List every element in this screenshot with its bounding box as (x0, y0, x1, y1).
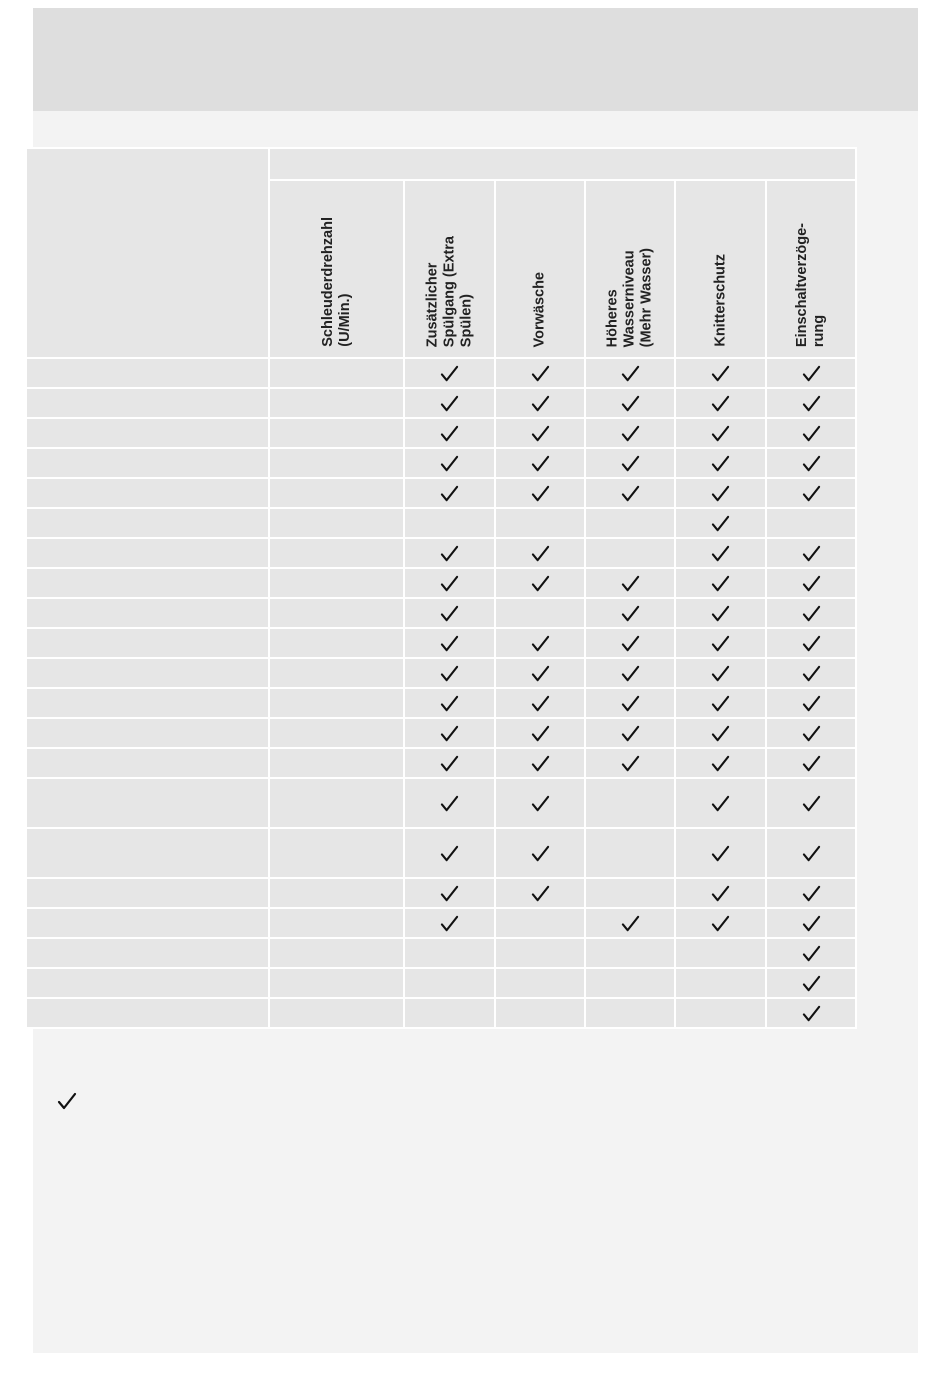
option-cell-water (585, 908, 675, 938)
option-cell-crease (675, 998, 766, 1028)
table-body (26, 358, 856, 1028)
option-cell-prewash (495, 718, 585, 748)
option-cell-delay (766, 878, 856, 908)
option-cell-rinse (404, 418, 495, 448)
option-cell-crease (675, 478, 766, 508)
program-name-cell (26, 998, 269, 1028)
option-cell-prewash (495, 748, 585, 778)
checkmark-icon (531, 754, 550, 773)
option-cell-water (585, 968, 675, 998)
option-cell-delay (766, 778, 856, 828)
option-cell-prewash (495, 778, 585, 828)
option-cell-rinse (404, 938, 495, 968)
program-name-cell (26, 478, 269, 508)
checkmark-icon (621, 914, 640, 933)
option-cell-delay (766, 998, 856, 1028)
option-cell-delay (766, 908, 856, 938)
program-name-cell (26, 628, 269, 658)
program-name-cell (26, 878, 269, 908)
checkmark-icon (440, 884, 459, 903)
option-cell-prewash (495, 688, 585, 718)
program-options-table (25, 147, 857, 1029)
option-cell-rinse (404, 448, 495, 478)
checkmark-icon (711, 364, 730, 383)
column-header-prewash (495, 180, 585, 358)
checkmark-icon (711, 724, 730, 743)
option-cell-rinse (404, 478, 495, 508)
option-cell-water (585, 628, 675, 658)
option-cell-water (585, 508, 675, 538)
option-cell-crease (675, 358, 766, 388)
checkmark-icon (802, 364, 821, 383)
option-cell-delay (766, 718, 856, 748)
table-row (26, 778, 856, 828)
option-cell-delay (766, 508, 856, 538)
option-cell-prewash (495, 968, 585, 998)
checkmark-icon (711, 844, 730, 863)
option-cell-water (585, 478, 675, 508)
option-cell-speed (269, 688, 404, 718)
program-name-cell (26, 598, 269, 628)
checkmark-icon (802, 394, 821, 413)
table-row (26, 388, 856, 418)
option-cell-delay (766, 538, 856, 568)
column-header-crease (675, 180, 766, 358)
program-name-cell (26, 448, 269, 478)
option-cell-prewash (495, 828, 585, 878)
option-cell-water (585, 688, 675, 718)
checkmark-icon (531, 634, 550, 653)
checkmark-icon (711, 914, 730, 933)
option-cell-speed (269, 508, 404, 538)
table-row (26, 748, 856, 778)
option-cell-crease (675, 828, 766, 878)
option-cell-delay (766, 748, 856, 778)
checkmark-icon (802, 754, 821, 773)
table-row (26, 878, 856, 908)
checkmark-icon (621, 694, 640, 713)
option-cell-speed (269, 568, 404, 598)
option-cell-prewash (495, 358, 585, 388)
option-cell-speed (269, 748, 404, 778)
option-cell-prewash (495, 448, 585, 478)
checkmark-icon (440, 664, 459, 683)
table-row (26, 418, 856, 448)
program-name-cell (26, 778, 269, 828)
option-cell-prewash (495, 568, 585, 598)
table-group-header-row (26, 148, 856, 180)
option-cell-speed (269, 478, 404, 508)
option-cell-delay (766, 968, 856, 998)
option-cell-prewash (495, 388, 585, 418)
option-cell-water (585, 748, 675, 778)
option-cell-crease (675, 778, 766, 828)
option-cell-water (585, 998, 675, 1028)
table-row (26, 828, 856, 878)
option-cell-prewash (495, 658, 585, 688)
option-cell-rinse (404, 358, 495, 388)
checkmark-icon (802, 884, 821, 903)
option-cell-delay (766, 938, 856, 968)
checkmark-icon (802, 484, 821, 503)
option-cell-delay (766, 688, 856, 718)
program-name-cell (26, 658, 269, 688)
option-cell-water (585, 828, 675, 878)
table-row (26, 688, 856, 718)
option-cell-crease (675, 388, 766, 418)
option-cell-delay (766, 828, 856, 878)
checkmark-icon (440, 604, 459, 623)
checkmark-icon (621, 724, 640, 743)
checkmark-icon (621, 574, 640, 593)
program-name-cell (26, 568, 269, 598)
option-cell-speed (269, 598, 404, 628)
checkmark-icon (802, 454, 821, 473)
checkmark-icon (531, 664, 550, 683)
table-row (26, 598, 856, 628)
table-row (26, 508, 856, 538)
table-row (26, 908, 856, 938)
program-name-cell (26, 358, 269, 388)
column-header-delay (766, 180, 856, 358)
checkmark-icon (531, 544, 550, 563)
option-cell-prewash (495, 538, 585, 568)
option-cell-delay (766, 598, 856, 628)
checkmark-icon (802, 664, 821, 683)
option-cell-delay (766, 448, 856, 478)
checkmark-icon (802, 794, 821, 813)
column-header-label: Knitterschutz (712, 254, 728, 347)
option-cell-water (585, 778, 675, 828)
checkmark-icon (531, 364, 550, 383)
checkmark-icon (711, 664, 730, 683)
checkmark-icon (621, 634, 640, 653)
checkmark-icon (711, 484, 730, 503)
checkmark-icon (621, 604, 640, 623)
checkmark-icon (621, 364, 640, 383)
option-cell-delay (766, 658, 856, 688)
option-cell-rinse (404, 968, 495, 998)
table-row (26, 968, 856, 998)
table-row (26, 998, 856, 1028)
option-cell-prewash (495, 598, 585, 628)
option-cell-rinse (404, 878, 495, 908)
option-cell-water (585, 718, 675, 748)
option-cell-water (585, 448, 675, 478)
checkmark-icon (802, 914, 821, 933)
option-cell-crease (675, 418, 766, 448)
option-cell-speed (269, 908, 404, 938)
checkmark-icon (711, 884, 730, 903)
option-cell-rinse (404, 388, 495, 418)
options-group-header (269, 148, 856, 180)
program-name-header (26, 148, 269, 358)
program-name-cell (26, 688, 269, 718)
checkmark-icon (711, 754, 730, 773)
option-cell-speed (269, 538, 404, 568)
checkmark-icon (440, 454, 459, 473)
option-cell-prewash (495, 508, 585, 538)
checkmark-icon (711, 394, 730, 413)
option-cell-rinse (404, 538, 495, 568)
checkmark-icon (531, 574, 550, 593)
checkmark-icon (802, 574, 821, 593)
checkmark-icon (802, 544, 821, 563)
option-cell-crease (675, 878, 766, 908)
checkmark-icon (802, 424, 821, 443)
checkmark-icon (711, 454, 730, 473)
table-row (26, 478, 856, 508)
option-cell-crease (675, 938, 766, 968)
table-row (26, 358, 856, 388)
option-cell-water (585, 658, 675, 688)
option-cell-speed (269, 658, 404, 688)
checkmark-icon (711, 424, 730, 443)
option-cell-rinse (404, 658, 495, 688)
checkmark-icon (621, 394, 640, 413)
option-cell-crease (675, 658, 766, 688)
column-header-water (585, 180, 675, 358)
checkmark-icon (621, 424, 640, 443)
checkmark-icon (440, 794, 459, 813)
program-name-cell (26, 718, 269, 748)
option-cell-water (585, 938, 675, 968)
option-cell-speed (269, 828, 404, 878)
option-cell-crease (675, 688, 766, 718)
table-row (26, 568, 856, 598)
checkmark-icon (802, 844, 821, 863)
checkmark-icon (440, 364, 459, 383)
option-cell-crease (675, 568, 766, 598)
option-cell-prewash (495, 938, 585, 968)
checkmark-icon (802, 724, 821, 743)
legend-checkmark-icon (57, 1091, 77, 1111)
program-name-cell (26, 968, 269, 998)
checkmark-icon (621, 754, 640, 773)
column-header-speed (269, 180, 404, 358)
column-header-label: Einschaltverzöge- rung (794, 222, 827, 347)
program-name-cell (26, 388, 269, 418)
checkmark-icon (802, 974, 821, 993)
option-cell-crease (675, 538, 766, 568)
option-cell-speed (269, 358, 404, 388)
option-cell-delay (766, 358, 856, 388)
column-header-label: Schleuderdrehzahl (U/Min.) (319, 217, 353, 347)
checkmark-icon (621, 454, 640, 473)
option-cell-delay (766, 418, 856, 448)
checkmark-icon (440, 844, 459, 863)
checkmark-icon (440, 754, 459, 773)
column-header-label: Zusätzlicher Spülgang (Extra Spülen) (424, 235, 474, 347)
option-cell-rinse (404, 998, 495, 1028)
checkmark-icon (711, 604, 730, 623)
option-cell-delay (766, 628, 856, 658)
option-cell-rinse (404, 508, 495, 538)
option-cell-prewash (495, 628, 585, 658)
program-name-cell (26, 828, 269, 878)
option-cell-crease (675, 628, 766, 658)
option-cell-water (585, 418, 675, 448)
checkmark-icon (440, 694, 459, 713)
checkmark-icon (711, 514, 730, 533)
column-header-label: Vorwäsche (531, 271, 548, 347)
checkmark-icon (531, 454, 550, 473)
checkmark-icon (531, 694, 550, 713)
option-cell-rinse (404, 908, 495, 938)
checkmark-icon (621, 664, 640, 683)
checkmark-icon (802, 944, 821, 963)
option-cell-rinse (404, 628, 495, 658)
option-cell-water (585, 568, 675, 598)
checkmark-icon (711, 544, 730, 563)
column-header-label: Höheres Wasserniveau (Mehr Wasser) (604, 247, 655, 347)
option-cell-prewash (495, 418, 585, 448)
program-name-cell (26, 508, 269, 538)
checkmark-icon (440, 724, 459, 743)
checkmark-icon (802, 1004, 821, 1023)
option-cell-delay (766, 388, 856, 418)
table-row (26, 658, 856, 688)
checkmark-icon (531, 484, 550, 503)
option-cell-rinse (404, 748, 495, 778)
option-cell-rinse (404, 778, 495, 828)
option-cell-water (585, 388, 675, 418)
checkmark-icon (711, 794, 730, 813)
option-cell-prewash (495, 878, 585, 908)
option-cell-crease (675, 748, 766, 778)
option-cell-speed (269, 778, 404, 828)
option-cell-crease (675, 968, 766, 998)
table-row (26, 448, 856, 478)
option-cell-prewash (495, 478, 585, 508)
option-cell-speed (269, 448, 404, 478)
option-cell-speed (269, 388, 404, 418)
option-cell-rinse (404, 598, 495, 628)
checkmark-icon (440, 544, 459, 563)
checkmark-icon (531, 424, 550, 443)
program-name-cell (26, 538, 269, 568)
checkmark-icon (440, 394, 459, 413)
program-name-cell (26, 938, 269, 968)
program-name-cell (26, 748, 269, 778)
option-cell-rinse (404, 718, 495, 748)
program-name-cell (26, 418, 269, 448)
checkmark-icon (802, 694, 821, 713)
option-cell-rinse (404, 568, 495, 598)
checkmark-icon (711, 694, 730, 713)
option-cell-crease (675, 598, 766, 628)
option-cell-speed (269, 878, 404, 908)
column-header-rinse (404, 180, 495, 358)
option-cell-speed (269, 968, 404, 998)
page-header-band (33, 8, 918, 111)
checkmark-icon (531, 394, 550, 413)
option-cell-speed (269, 718, 404, 748)
option-cell-water (585, 598, 675, 628)
checkmark-icon (531, 724, 550, 743)
table-row (26, 718, 856, 748)
option-cell-speed (269, 938, 404, 968)
option-cell-water (585, 358, 675, 388)
option-cell-crease (675, 718, 766, 748)
checkmark-icon (711, 574, 730, 593)
checkmark-icon (440, 574, 459, 593)
option-cell-crease (675, 508, 766, 538)
checkmark-icon (531, 794, 550, 813)
option-cell-crease (675, 448, 766, 478)
program-name-cell (26, 908, 269, 938)
checkmark-icon (440, 424, 459, 443)
checkmark-icon (440, 484, 459, 503)
checkmark-icon (802, 604, 821, 623)
option-cell-water (585, 878, 675, 908)
option-cell-rinse (404, 828, 495, 878)
option-cell-rinse (404, 688, 495, 718)
option-cell-prewash (495, 908, 585, 938)
checkmark-icon (802, 634, 821, 653)
checkmark-icon (440, 914, 459, 933)
option-cell-delay (766, 568, 856, 598)
option-cell-speed (269, 418, 404, 448)
checkmark-icon (531, 884, 550, 903)
option-cell-delay (766, 478, 856, 508)
table-row (26, 628, 856, 658)
option-cell-speed (269, 998, 404, 1028)
option-cell-crease (675, 908, 766, 938)
option-cell-prewash (495, 998, 585, 1028)
checkmark-icon (621, 484, 640, 503)
option-cell-speed (269, 628, 404, 658)
option-cell-water (585, 538, 675, 568)
table-row (26, 938, 856, 968)
checkmark-icon (531, 844, 550, 863)
checkmark-icon (440, 634, 459, 653)
table-row (26, 538, 856, 568)
checkmark-icon (711, 634, 730, 653)
